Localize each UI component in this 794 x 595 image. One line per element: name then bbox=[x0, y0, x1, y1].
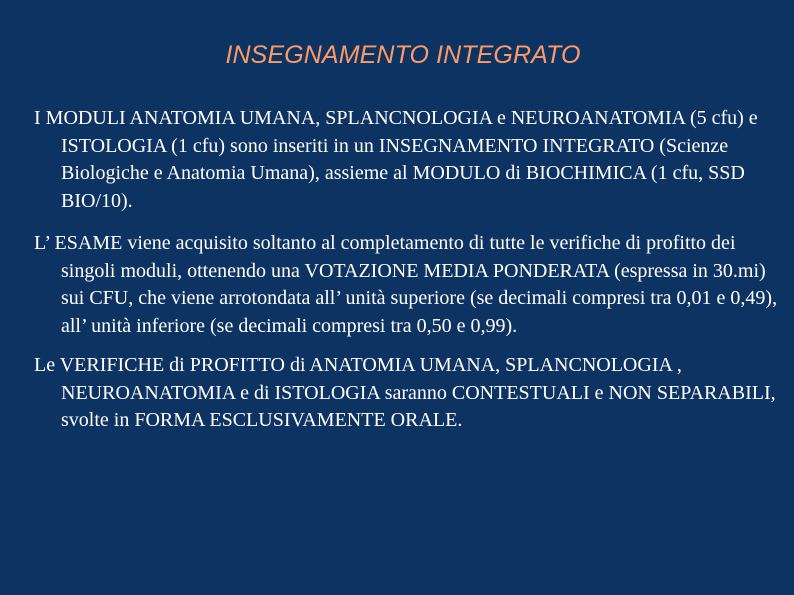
slide-title: INSEGNAMENTO INTEGRATO bbox=[225, 41, 581, 69]
slide-body bbox=[34, 105, 779, 435]
paragraph-verifiche: Le VERIFICHE di PROFITTO di ANATOMIA UMANA, SPLANCNOLOGIA , NEUROANATOMIA e di ISTOLOGIA saranno CONTESTUALI e NON SEPARABILI, svolte in FORMA ESCLUSIVAMENTE ORALE. bbox=[34, 354, 776, 431]
paragraph-moduli: I MODULI ANATOMIA UMANA, SPLANCNOLOGIA e NEUROANATOMIA (5 cfu) e ISTOLOGIA (1 cfu) sono inseriti in un INSEGNAMENTO INTEGRATO (Scienze Biologiche e Anatomia Umana), assieme al MODULO di BIOCHIMICA (1 cfu, SSD BIO/10). bbox=[34, 107, 758, 212]
paragraph-esame: L’ ESAME viene acquisito soltanto al completamento di tutte le verifiche di profitto dei singoli moduli, ottenendo una VOTAZIONE MEDIA PONDERATA (espressa in 30.mi) sui CFU, che viene arrotondata all’ unità superiore (se decimali compresi tra 0,01 e 0,49), all’ unità inferiore (se decimali compresi tra 0,50 e 0,99). bbox=[34, 232, 778, 337]
